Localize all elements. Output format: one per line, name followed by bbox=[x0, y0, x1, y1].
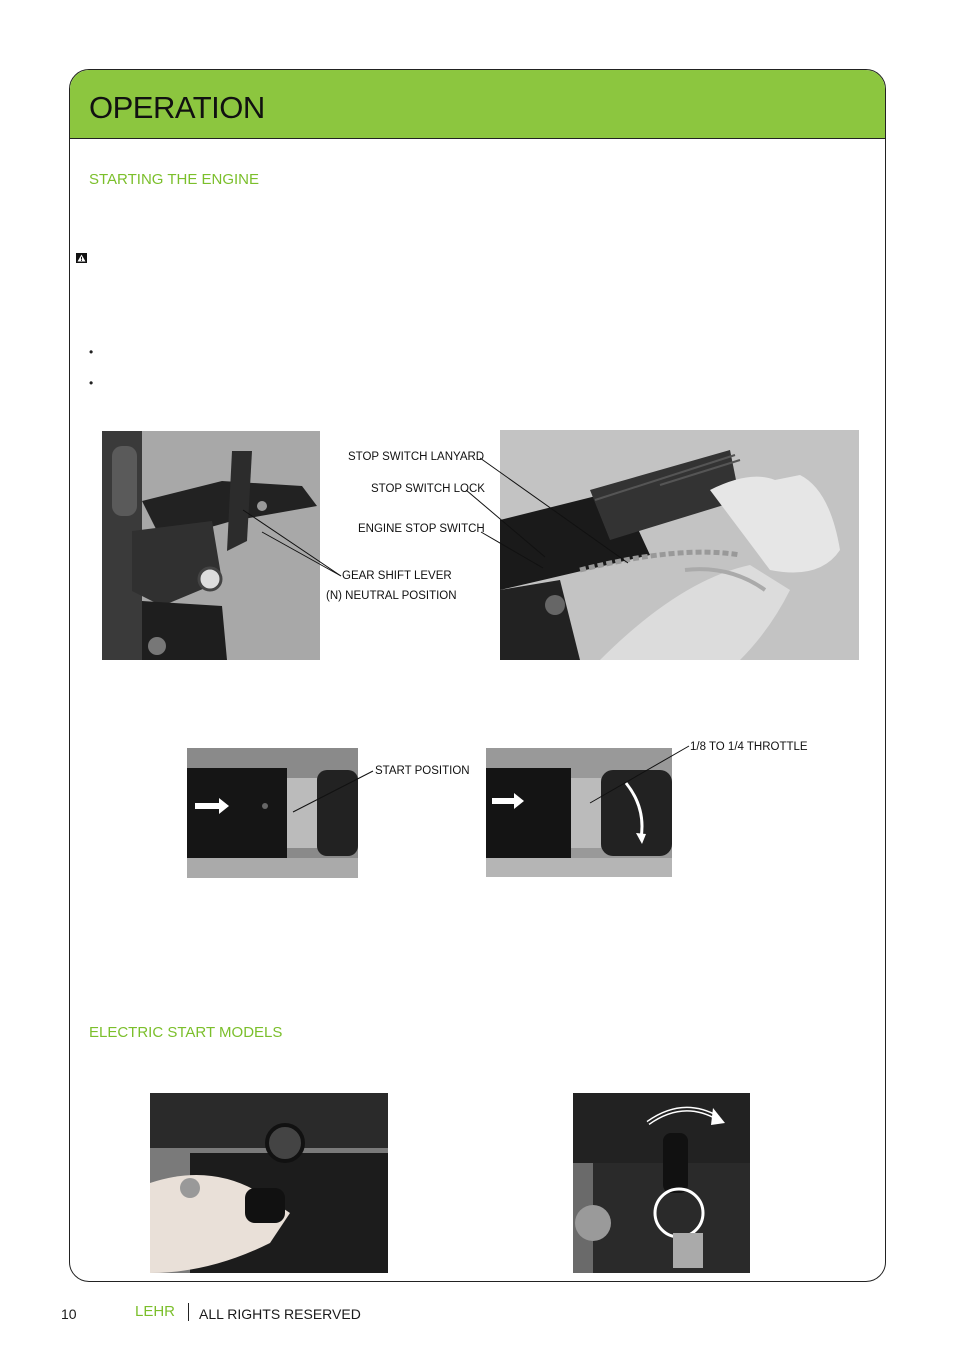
bullet-marker-2: • bbox=[89, 376, 94, 390]
photo-key-insert bbox=[150, 1093, 388, 1273]
page-title: OPERATION bbox=[89, 90, 265, 125]
header-band bbox=[70, 70, 885, 139]
callout-stop-switch-lanyard: STOP SWITCH LANYARD bbox=[348, 451, 485, 463]
callout-engine-stop-switch: ENGINE STOP SWITCH bbox=[358, 523, 485, 535]
callout-throttle: 1/8 TO 1/4 THROTTLE bbox=[690, 741, 808, 753]
callout-stop-switch-lock: STOP SWITCH LOCK bbox=[371, 483, 485, 495]
footer-rights: ALL RIGHTS RESERVED bbox=[199, 1306, 361, 1322]
bullet-marker-1: • bbox=[89, 345, 94, 359]
footer-divider bbox=[188, 1303, 189, 1321]
photo-stop-switch-lanyard bbox=[500, 430, 859, 660]
photo-start-position bbox=[187, 748, 358, 878]
photo-key-turn bbox=[573, 1093, 750, 1273]
footer-brand: LEHR bbox=[135, 1303, 176, 1320]
photo-throttle-position bbox=[486, 748, 672, 877]
photo-gear-shift-lever bbox=[102, 431, 320, 660]
callout-gear-shift-lever: GEAR SHIFT LEVER bbox=[342, 570, 452, 582]
section-heading-electric-start: ELECTRIC START MODELS bbox=[89, 1024, 283, 1041]
page-number: 10 bbox=[61, 1306, 77, 1322]
callout-neutral-position: (N) NEUTRAL POSITION bbox=[326, 590, 457, 602]
section-heading-starting-engine: STARTING THE ENGINE bbox=[89, 171, 260, 188]
callout-start-position: START POSITION bbox=[375, 765, 470, 777]
warning-triangle-icon bbox=[76, 253, 87, 263]
